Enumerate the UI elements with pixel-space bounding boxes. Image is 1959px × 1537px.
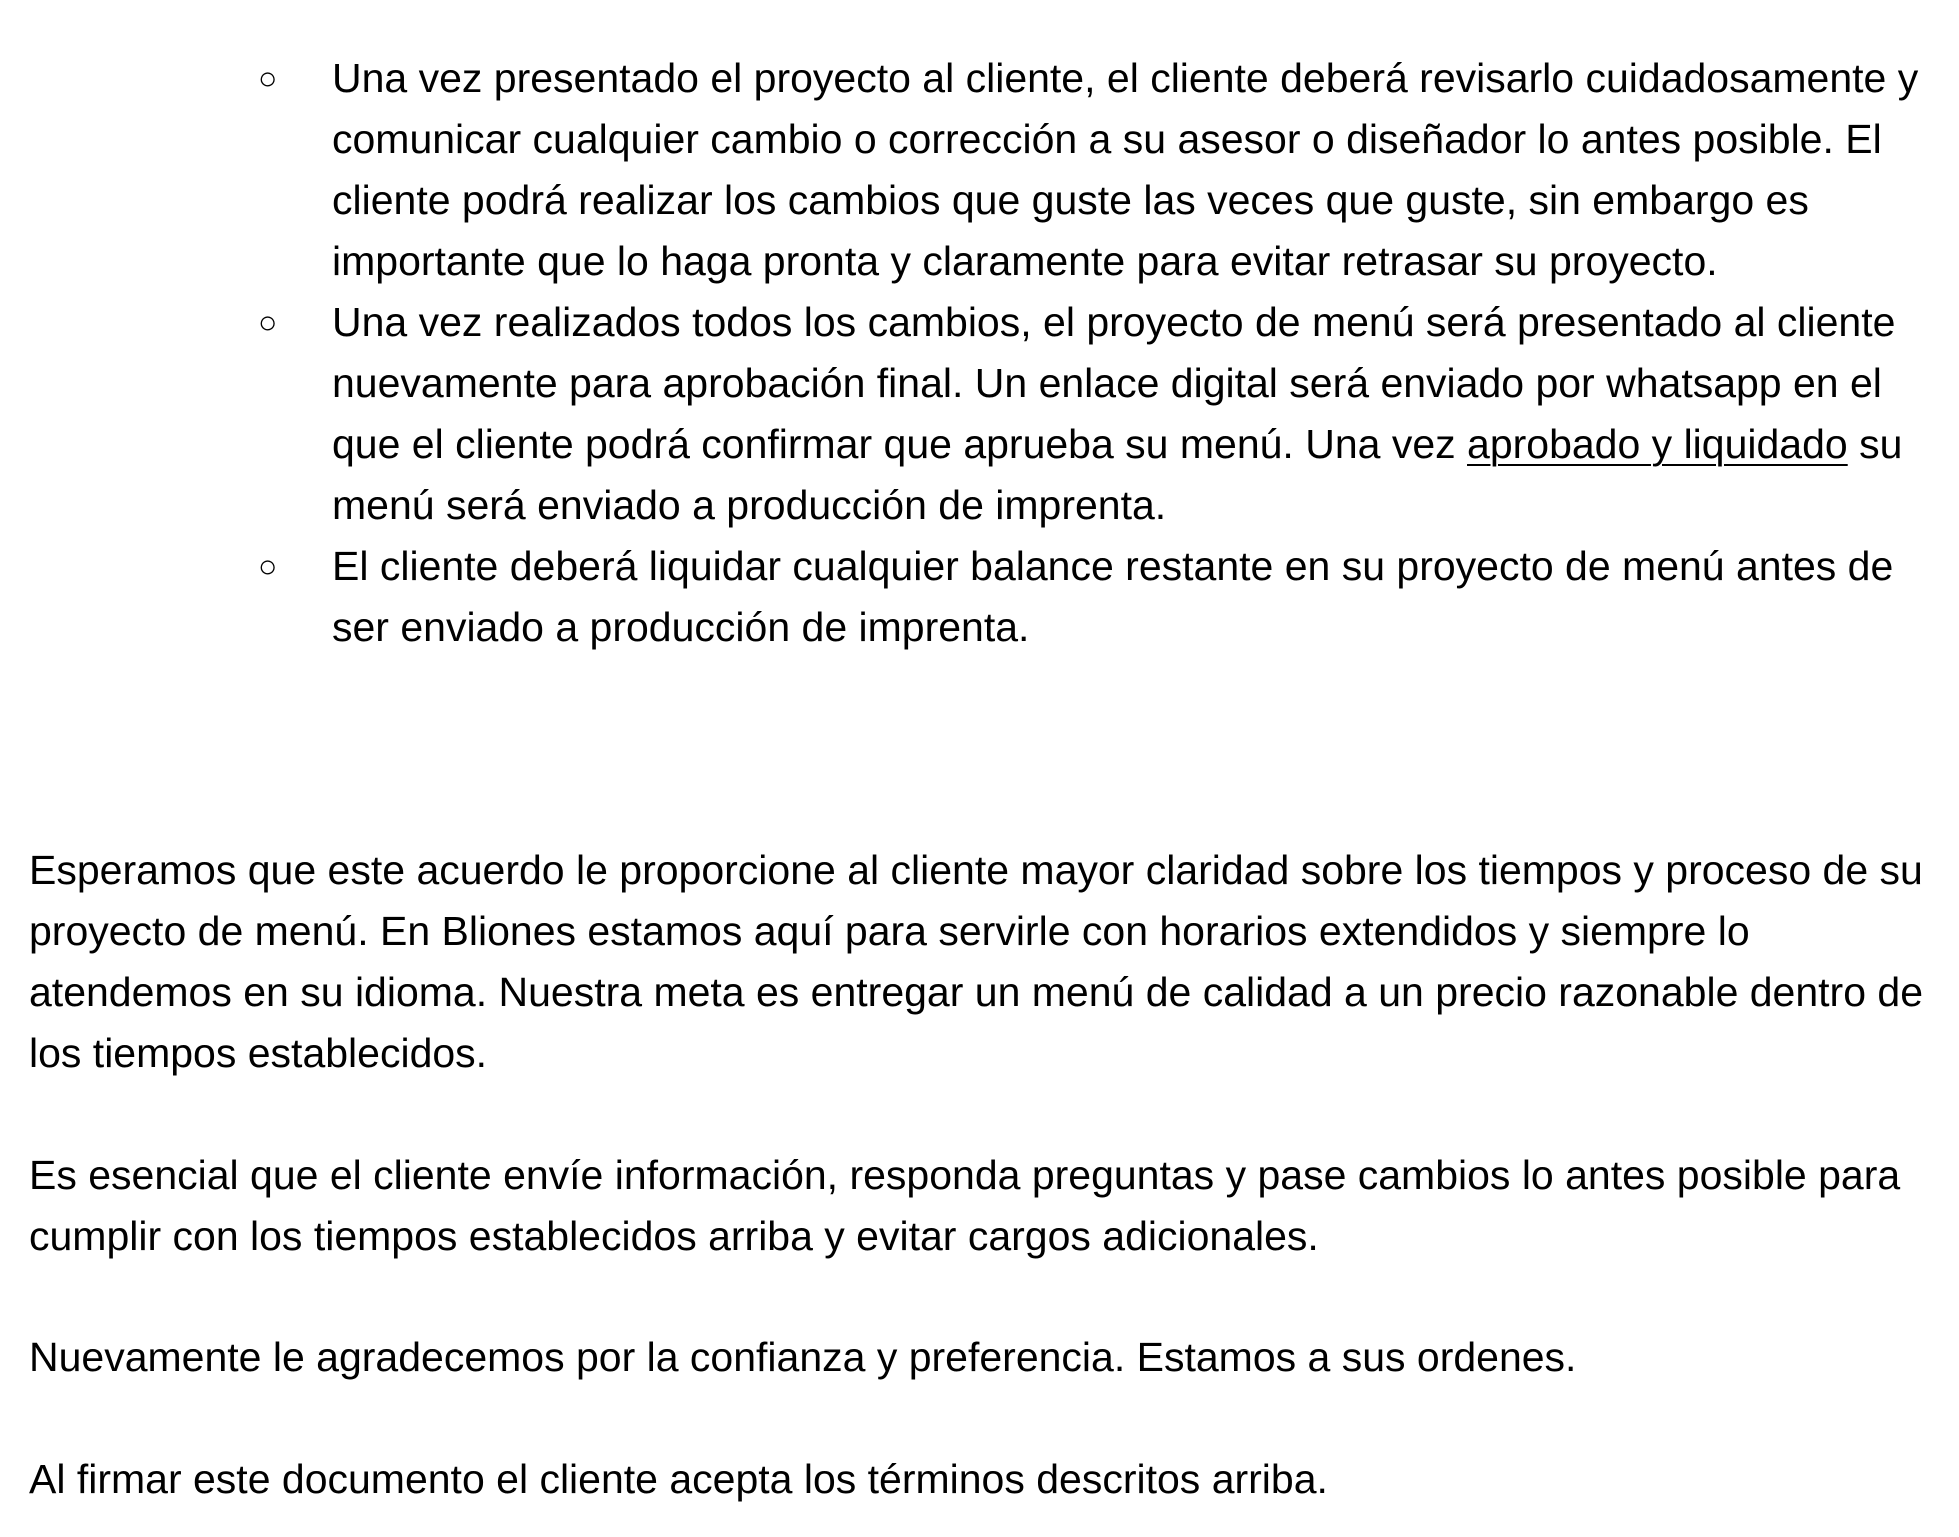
- hollow-circle-bullet-icon: ○: [258, 304, 278, 340]
- bullet-text: El cliente deberá liquidar cualquier balance restante en su proyecto de menú antes de ser enviado a producción de imprenta.: [332, 543, 1894, 650]
- bullet-item-review: [256, 48, 1926, 292]
- hollow-circle-bullet-icon: ○: [258, 60, 278, 96]
- paragraph-thanks: Nuevamente le agradecemos por la confianza y preferencia. Estamos a sus ordenes.: [29, 1334, 1577, 1380]
- paragraph-client-responsibility: Es esencial que el cliente envíe información, responda preguntas y pase cambios lo antes posible para cumplir con los tiempos establecidos arriba y evitar cargos adicionales.: [29, 1152, 1901, 1259]
- hollow-circle-bullet-icon: ○: [258, 548, 278, 584]
- bullet-list: [256, 48, 1926, 658]
- bullet-item-balance: [256, 536, 1926, 658]
- bullet-text-after: su menú será enviado a producción de imprenta.: [332, 421, 1903, 528]
- bullet-item-approval: [256, 292, 1926, 536]
- paragraph-signature-acceptance: Al firmar este documento el cliente acepta los términos descritos arriba.: [29, 1456, 1328, 1502]
- bullet-text: Una vez realizados todos los cambios, el proyecto de menú será presentado al cliente nuevamente para aprobación final. Un enlace digital será enviado por whatsapp en el que el cliente podrá confirmar que aprueba su menú. Una vez: [332, 299, 1896, 467]
- bullet-text: Una vez presentado el proyecto al cliente, el cliente deberá revisarlo cuidadosamente y comunicar cualquier cambio o corrección a su asesor o diseñador lo antes posible. El cliente podrá realizar los cambios que guste las veces que guste, sin embargo es importante que lo haga pronta y claramente para evitar retrasar su proyecto.: [332, 55, 1919, 284]
- paragraph-agreement-clarity: Esperamos que este acuerdo le proporcione al cliente mayor claridad sobre los tiempos y proceso de su proyecto de menú. En Bliones estamos aquí para servirle con horarios extendidos y siempre lo atendemos en su idioma. Nuestra meta es entregar un menú de calidad a un precio razonable dentro de los tiempos establecidos.: [29, 847, 1924, 1076]
- underlined-phrase: aprobado y liquidado: [1467, 421, 1848, 467]
